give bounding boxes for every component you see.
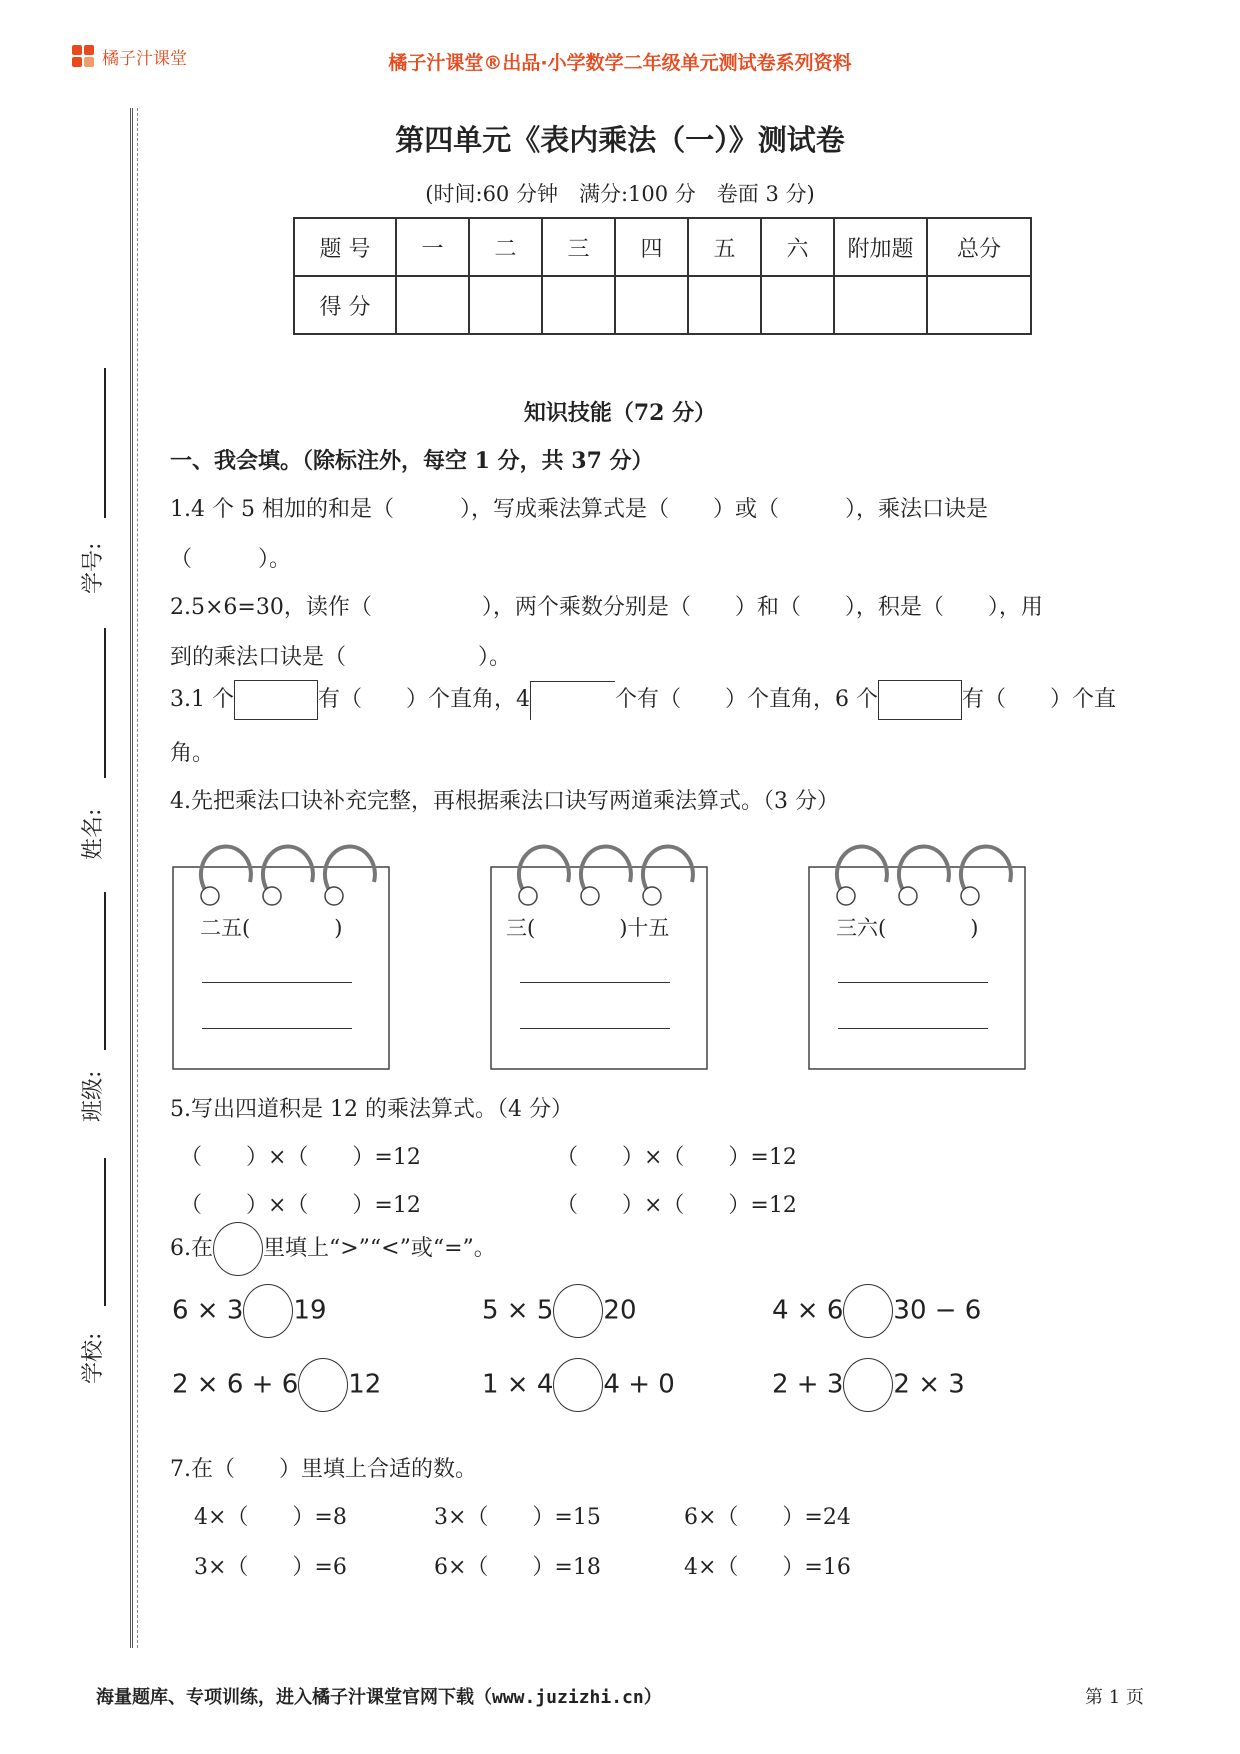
score-cell[interactable]	[469, 276, 542, 334]
class-line	[104, 892, 106, 1050]
name-line	[104, 628, 106, 778]
score-header-cell: 四	[615, 218, 688, 276]
score-header-cell: 五	[688, 218, 761, 276]
compare-right: 12	[348, 1369, 382, 1400]
school-label: 学校:	[81, 1332, 106, 1384]
question-7-blank[interactable]: 3×（ ）=15	[434, 1505, 601, 1530]
question-2-line-2: 到的乘法口诀是（ ）。	[170, 645, 512, 670]
school-line	[104, 1158, 106, 1306]
score-cell[interactable]	[615, 276, 688, 334]
question-3-line-2: 角。	[170, 741, 215, 766]
compare-item	[172, 1284, 327, 1338]
notebook-icon	[806, 832, 1028, 1072]
compare-circle[interactable]	[553, 1358, 603, 1412]
compare-item	[482, 1358, 675, 1412]
compare-item	[772, 1284, 981, 1338]
question-1-line-2: （ ）。	[170, 547, 292, 572]
score-header-cell: 题 号	[294, 218, 396, 276]
score-header-cell: 附加题	[834, 218, 927, 276]
score-cell[interactable]	[396, 276, 469, 334]
compare-circle-icon	[213, 1222, 263, 1276]
compare-item	[482, 1284, 637, 1338]
score-header-cell: 六	[761, 218, 834, 276]
question-6-pre: 6.在	[170, 1236, 213, 1261]
compare-left: 2 + 3	[772, 1369, 844, 1400]
question-7-blank[interactable]: 3×（ ）=6	[194, 1555, 347, 1580]
compare-right: 20	[603, 1295, 637, 1326]
binding-margin-dashed	[137, 108, 139, 1648]
score-cell[interactable]	[927, 276, 1031, 334]
compare-right: 19	[293, 1295, 327, 1326]
compare-left: 4 × 6	[772, 1295, 844, 1326]
question-5-blank[interactable]: （ ）×（ ）=12	[180, 1145, 421, 1170]
question-6-post: 里填上“>”“<”或“=”。	[263, 1236, 496, 1261]
notebook-1-rhyme: 二五( )	[200, 916, 343, 940]
compare-circle[interactable]	[553, 1284, 603, 1338]
score-cell[interactable]	[761, 276, 834, 334]
footer-link-text: 海量题库、专项训练，进入橘子汁课堂官网下载（www.juzizhi.cn）	[96, 1687, 662, 1708]
score-cell[interactable]	[542, 276, 615, 334]
score-header-cell: 总分	[927, 218, 1031, 276]
notebook-card-2	[488, 832, 710, 1072]
compare-right: 4 + 0	[603, 1369, 675, 1400]
exam-title: 第四单元《表内乘法（一）》测试卷	[395, 123, 845, 157]
brand-name: 橘子汁课堂	[102, 49, 187, 69]
question-7-text: 7.在（ ）里填上合适的数。	[170, 1457, 477, 1482]
compare-item	[172, 1358, 381, 1412]
notebook-icon	[170, 832, 392, 1072]
answer-line[interactable]	[520, 1028, 670, 1029]
name-label: 姓名:	[81, 808, 106, 860]
question-3-text-a: 3.1 个	[170, 687, 234, 712]
question-5-text: 5.写出四道积是 12 的乘法算式。（4 分）	[170, 1097, 573, 1122]
answer-line[interactable]	[838, 1028, 988, 1029]
number-line	[104, 368, 106, 518]
part-one-heading: 一、我会填。（除标注外，每空 1 分，共 37 分）	[170, 448, 654, 474]
question-5-blank[interactable]: （ ）×（ ）=12	[180, 1193, 421, 1218]
compare-circle[interactable]	[843, 1358, 893, 1412]
question-5-blank[interactable]: （ ）×（ ）=12	[556, 1193, 797, 1218]
notebook-2-rhyme: 三( )十五	[506, 916, 670, 940]
class-label: 班级:	[81, 1070, 106, 1122]
score-header-cell: 一	[396, 218, 469, 276]
question-7-blank[interactable]: 6×（ ）=18	[434, 1555, 601, 1580]
score-cell[interactable]	[834, 276, 927, 334]
question-6-text	[170, 1222, 496, 1276]
compare-left: 1 × 4	[482, 1369, 554, 1400]
answer-line[interactable]	[202, 1028, 352, 1029]
page-number: 第 1 页	[1085, 1687, 1144, 1708]
score-header-cell: 二	[469, 218, 542, 276]
number-label: 学号:	[81, 542, 106, 594]
question-5-blank[interactable]: （ ）×（ ）=12	[556, 1145, 797, 1170]
rectangle-shape	[234, 680, 318, 720]
question-3-text-d: 有（ ）个直	[961, 687, 1116, 712]
answer-line[interactable]	[202, 982, 352, 983]
question-3-line-1	[170, 680, 1116, 720]
score-row-label: 得 分	[294, 276, 396, 334]
compare-right: 30 − 6	[893, 1295, 982, 1326]
question-3-text-c: 个有（ ）个直角，6 个	[614, 687, 878, 712]
answer-line[interactable]	[520, 982, 670, 983]
question-3-text-b: 有（ ）个直角，4	[317, 687, 530, 712]
exam-subtitle: (时间:60 分钟 满分:100 分 卷面 3 分)	[425, 182, 815, 206]
question-2-line-1: 2.5×6=30，读作（ ），两个乘数分别是（ ）和（ ），积是（ ），用	[170, 595, 1043, 620]
compare-circle[interactable]	[298, 1358, 348, 1412]
square-shape	[878, 680, 962, 720]
question-7-blank[interactable]: 4×（ ）=16	[684, 1555, 851, 1580]
compare-circle[interactable]	[243, 1284, 293, 1338]
section-heading: 知识技能（72 分）	[523, 400, 717, 426]
question-1-line-1: 1.4 个 5 相加的和是（ ），写成乘法算式是（ ）或（ ），乘法口诀是	[170, 497, 988, 522]
notebook-card-3	[806, 832, 1028, 1072]
question-4-text: 4.先把乘法口诀补充完整，再根据乘法口诀写两道乘法算式。（3 分）	[170, 789, 839, 814]
answer-line[interactable]	[838, 982, 988, 983]
notebook-3-rhyme: 三六( )	[836, 916, 979, 940]
notebook-card-1	[170, 832, 392, 1072]
header-title: 橘子汁课堂®出品·小学数学二年级单元测试卷系列资料	[388, 52, 852, 74]
question-7-blank[interactable]: 4×（ ）=8	[194, 1505, 347, 1530]
triangle-shape	[530, 681, 615, 720]
notebook-icon	[488, 832, 710, 1072]
compare-left: 5 × 5	[482, 1295, 554, 1326]
compare-circle[interactable]	[843, 1284, 893, 1338]
score-header-cell: 三	[542, 218, 615, 276]
compare-item	[772, 1358, 965, 1412]
score-cell[interactable]	[688, 276, 761, 334]
compare-left: 2 × 6 + 6	[172, 1369, 299, 1400]
score-table	[293, 217, 1032, 335]
compare-right: 2 × 3	[893, 1369, 965, 1400]
question-7-blank[interactable]: 6×（ ）=24	[684, 1505, 851, 1530]
compare-left: 6 × 3	[172, 1295, 244, 1326]
